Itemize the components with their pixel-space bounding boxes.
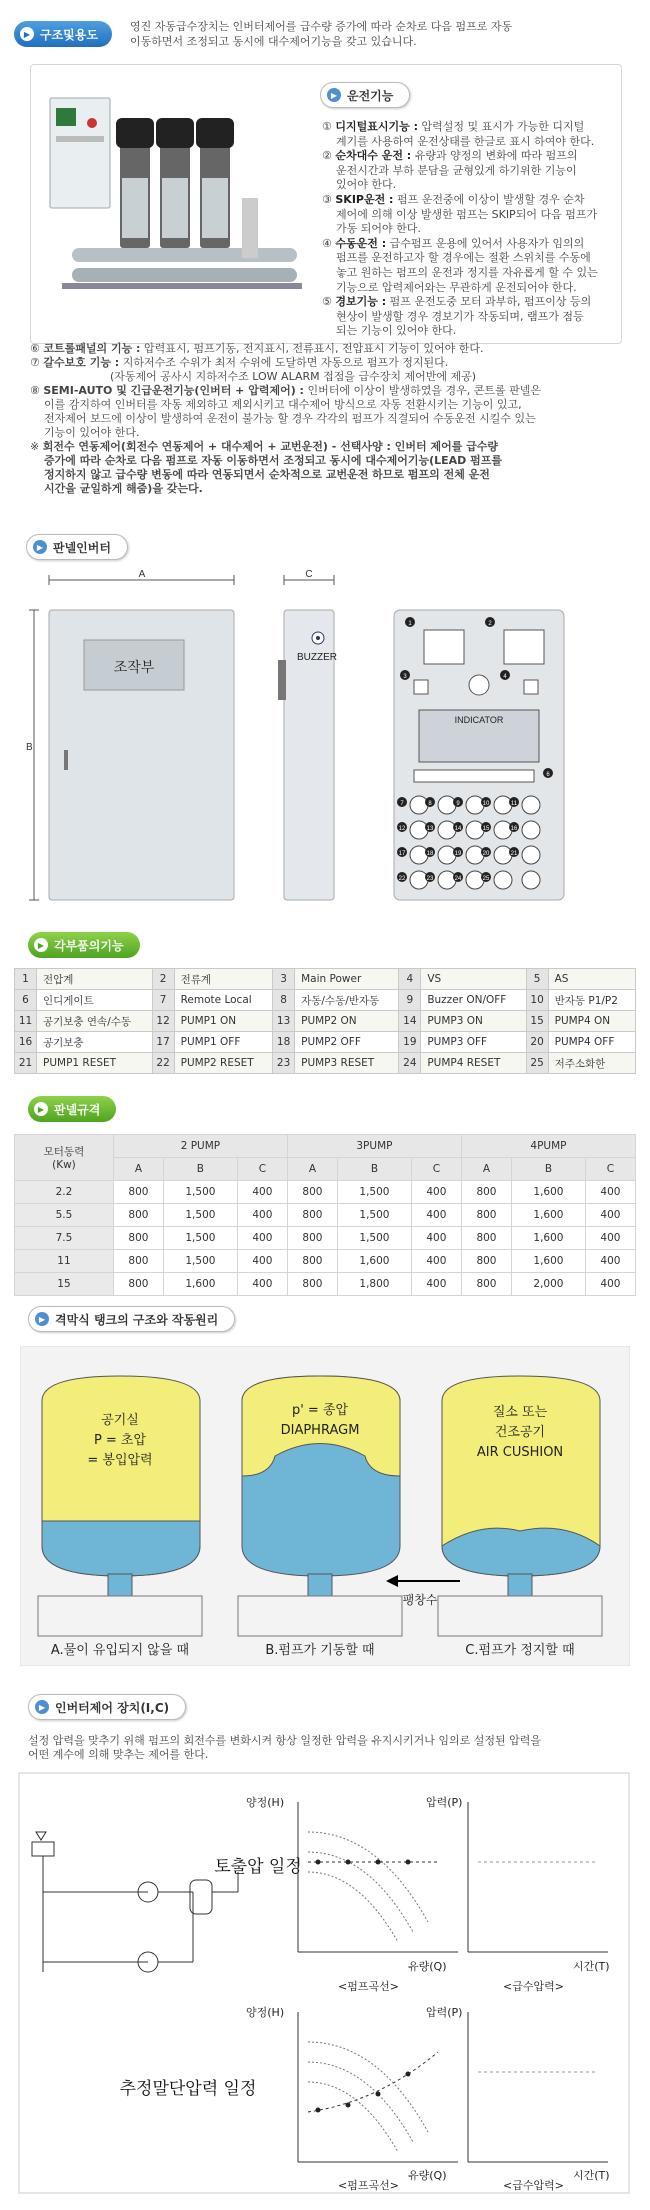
spec-value: 400 [237, 1204, 287, 1227]
tank-c-line-1: 질소 또는 [492, 1405, 548, 1420]
play-icon: ▶ [34, 938, 48, 952]
parts-header [28, 932, 140, 958]
y-pressure-bottom: 압력(P) [426, 2006, 463, 2019]
operation-text: 펌프 운전도중 모터 과부하, 펌프이상 등의 [389, 295, 592, 309]
operation-line [322, 149, 622, 164]
section-title-pill [14, 21, 112, 47]
dim-a: A [138, 570, 146, 580]
part-function: Main Power [295, 969, 399, 990]
part-number: 13 [273, 1011, 295, 1032]
operation-line [322, 237, 622, 252]
operation-list [322, 120, 622, 339]
part-function: 공기보충 [37, 1032, 153, 1053]
part-function: PUMP2 RESET [174, 1053, 273, 1074]
motor-label: 모터동력 [43, 1146, 85, 1158]
operation-number: ⑤ [322, 295, 332, 309]
note-line [30, 342, 625, 356]
parts-row [15, 969, 636, 990]
spec-value: 2,000 [512, 1273, 586, 1296]
callout-number: 22 [398, 876, 406, 882]
callout-number: 10 [482, 801, 490, 807]
callout-number: 24 [454, 876, 462, 882]
note-text: 이를 감지하여 인버터를 자동 제외하고 제외시키고 대수제어 방식으로 자동 전환시키는 기능이 있고, [44, 398, 522, 411]
part-function: PUMP3 OFF [421, 1032, 526, 1053]
dim-b: B [26, 742, 33, 753]
diaphragm-tank-diagram [20, 1346, 630, 1666]
spec-value: 400 [237, 1181, 287, 1204]
spec-value: 800 [287, 1250, 337, 1273]
spec-value: 800 [113, 1227, 163, 1250]
spec-value: 800 [461, 1250, 511, 1273]
part-function: PUMP4 RESET [421, 1053, 526, 1074]
part-number: 19 [399, 1032, 421, 1053]
spec-header [28, 1096, 116, 1122]
part-number: 14 [399, 1011, 421, 1032]
note-text: 압력표시, 펌프기동, 전지표시, 전류표시, 전압표시 기능이 있어야 한다. [143, 342, 484, 355]
booster-pump-photo [42, 78, 312, 298]
spec-value: 1,600 [163, 1273, 237, 1296]
note-name: 시간을 균일하게 해줌)을 갖는다. [44, 482, 203, 495]
parts-title: 각부품의기능 [54, 938, 124, 953]
indicator-label: INDICATOR [454, 715, 504, 725]
dimension-header: B [163, 1158, 237, 1181]
pump-group-header: 3PUMP [287, 1135, 461, 1158]
spec-row [15, 1250, 636, 1273]
spec-title-pill [28, 1096, 116, 1122]
part-number: 4 [399, 969, 421, 990]
part-number: 3 [273, 969, 295, 990]
spec-value: 1,600 [512, 1250, 586, 1273]
note-text: 인버터에 이상이 발생하였을 경우, 콘트롤 판넬은 [307, 384, 541, 397]
tank-b-line-1: p' = 종압 [291, 1403, 349, 1418]
pump-group-header: 4PUMP [461, 1135, 635, 1158]
note-name: SEMI-AUTO 및 긴급운전기능(인버터 + 압력제어) : [43, 384, 304, 397]
part-number: 10 [526, 990, 548, 1011]
operation-line [322, 251, 622, 266]
callout-number: 25 [482, 876, 490, 882]
callout-number: 9 [456, 801, 460, 807]
operation-line [322, 310, 622, 325]
callout-number: 2 [488, 621, 492, 627]
note-name: 증가에 따라 순차로 다음 펌프로 자동 이동하면서 조정되고 동시에 대수제어기능(LEAD 펌프를 [44, 454, 503, 467]
operation-name: 경보기능 : [335, 295, 387, 309]
note-number: ※ [30, 440, 40, 453]
callout-number: 14 [454, 826, 462, 832]
callout-number: 20 [482, 851, 490, 857]
panel-title: 판넬인버터 [53, 540, 111, 555]
spec-value: 800 [287, 1181, 337, 1204]
part-function: Buzzer ON/OFF [421, 990, 526, 1011]
note-line [30, 440, 625, 454]
part-function: 공기보충 연속/수동 [37, 1011, 153, 1032]
part-number: 12 [152, 1011, 174, 1032]
panel-drawing [14, 570, 636, 920]
spec-table [14, 1134, 636, 1296]
part-number: 21 [15, 1053, 37, 1074]
motor-power: 2.2 [15, 1181, 114, 1204]
part-number: 1 [15, 969, 37, 990]
intro-line-2: 이동하면서 조정되고 동시에 대수제어기능을 갖고 있습니다. [129, 35, 417, 48]
spec-value: 1,500 [337, 1181, 411, 1204]
motor-power: 7.5 [15, 1227, 114, 1250]
note-line [30, 398, 625, 412]
spec-value: 1,600 [512, 1227, 586, 1250]
cap-pump-top: <펌프곡선> [338, 1980, 399, 1993]
spec-value: 800 [287, 1273, 337, 1296]
spec-value: 1,500 [337, 1227, 411, 1250]
note-name: 회전수 연동제어(회전수 연동제어 + 대수제어 + 교번운전) - 선택사양 : 인버터 제어를 급수량 [42, 440, 499, 453]
section-header-structure [14, 14, 636, 54]
spec-value: 400 [237, 1227, 287, 1250]
notes-list [30, 342, 625, 496]
tank-header [28, 1306, 235, 1332]
part-function: 저주소화한 [548, 1053, 635, 1074]
spec-value: 400 [411, 1181, 461, 1204]
spec-value: 800 [113, 1273, 163, 1296]
dimension-header: A [461, 1158, 511, 1181]
tank-title-pill [28, 1306, 235, 1332]
spec-value: 1,600 [512, 1204, 586, 1227]
note-line [30, 482, 625, 496]
part-function: PUMP4 ON [548, 1011, 635, 1032]
operation-text: 기능으로 압력제어와는 무관하게 운전되어야 한다. [336, 280, 577, 294]
operation-number: ③ [322, 192, 332, 206]
operation-text: 되는 기능이 있어야 한다. [336, 324, 457, 338]
parts-row [15, 1032, 636, 1053]
spec-value: 400 [411, 1250, 461, 1273]
tank-caption-a: A.물이 유입되지 않을 때 [50, 1643, 190, 1658]
note-number: ⑥ [30, 342, 40, 355]
part-function: PUMP2 OFF [295, 1032, 399, 1053]
tank-a-line-3: = 봉입압력 [87, 1453, 153, 1468]
note-line [30, 412, 625, 426]
spec-value: 400 [237, 1250, 287, 1273]
inverter-description [28, 1734, 628, 1762]
part-number: 17 [152, 1032, 174, 1053]
tank-c-line-2: 건조공기 [494, 1425, 546, 1440]
spec-row [15, 1181, 636, 1204]
x-time-top: 시간(T) [573, 1960, 610, 1973]
label-constant-end: 추정말단압력 일정 [119, 2079, 257, 2099]
spec-value: 400 [237, 1273, 287, 1296]
part-number: 8 [273, 990, 295, 1011]
operation-line [322, 193, 622, 208]
spec-value: 1,500 [163, 1204, 237, 1227]
part-function: 반자동 P1/P2 [548, 990, 635, 1011]
part-number: 5 [526, 969, 548, 990]
part-number: 6 [15, 990, 37, 1011]
parts-row [15, 1011, 636, 1032]
note-line [30, 468, 625, 482]
operation-line [322, 295, 622, 310]
play-icon: ▶ [327, 88, 341, 102]
part-function: Remote Local [174, 990, 273, 1011]
callout-number: 13 [426, 826, 434, 832]
operation-name: 수동운전 : [335, 236, 387, 250]
operation-text: 펌프 운전중에 이상이 발생할 경우 순차 [396, 192, 585, 206]
operation-title-pill [320, 82, 410, 108]
part-function: PUMP2 ON [295, 1011, 399, 1032]
spec-row [15, 1227, 636, 1250]
intro-line-1: 영진 자동급수장치는 인버터제어를 급수량 증가에 따라 순차로 다음 펌프로 자동 [129, 20, 513, 33]
spec-value: 1,500 [337, 1204, 411, 1227]
part-number: 24 [399, 1053, 421, 1074]
tank-title: 격막식 탱크의 구조와 작동원리 [55, 1312, 219, 1327]
inverter-desc-2: 어떤 계수에 의해 맞추는 제어를 한다. [28, 1748, 209, 1761]
operation-text: 현상이 발생할 경우 경보기가 작동되며, 램프가 점등 [336, 309, 584, 323]
part-function: PUMP1 RESET [37, 1053, 153, 1074]
part-function: PUMP4 OFF [548, 1032, 635, 1053]
spec-value: 400 [411, 1204, 461, 1227]
parts-table [14, 968, 636, 1074]
part-function: VS [421, 969, 526, 990]
operation-line [322, 120, 622, 135]
part-number: 25 [526, 1053, 548, 1074]
note-line [30, 384, 625, 398]
part-number: 11 [15, 1011, 37, 1032]
callout-number: 21 [510, 851, 518, 857]
operation-header [320, 82, 410, 108]
spec-row [15, 1273, 636, 1296]
spec-value: 1,600 [512, 1181, 586, 1204]
spec-value: 1,500 [163, 1250, 237, 1273]
note-name: 갈수보호 기능 : [43, 356, 120, 369]
spec-value: 800 [461, 1227, 511, 1250]
spec-value: 800 [113, 1250, 163, 1273]
operation-line [322, 208, 622, 223]
operation-text: 제어에 의해 이상 발생한 펌프는 SKIP되어 다음 펌프가 [336, 207, 598, 221]
operation-line [322, 324, 622, 339]
section-title: 구조및용도 [40, 27, 98, 42]
spec-value: 800 [113, 1204, 163, 1227]
callout-number: 8 [428, 801, 432, 807]
x-flow-top: 유량(Q) [408, 1960, 447, 1973]
part-number: 20 [526, 1032, 548, 1053]
operation-line [322, 266, 622, 281]
y-head-top: 양정(H) [246, 1796, 285, 1809]
parts-row [15, 990, 636, 1011]
operation-line [322, 135, 622, 150]
spec-value: 400 [585, 1204, 635, 1227]
spec-value: 1,500 [163, 1227, 237, 1250]
part-function: PUMP1 ON [174, 1011, 273, 1032]
play-icon: ▶ [33, 540, 47, 554]
part-function: 인디게이트 [37, 990, 153, 1011]
motor-header [15, 1135, 114, 1181]
buzzer-label: BUZZER [297, 652, 337, 663]
operation-text: 있어야 한다. [336, 178, 397, 192]
note-line [30, 454, 625, 468]
motor-power: 11 [15, 1250, 114, 1273]
callout-number: 11 [510, 801, 518, 807]
operation-line [322, 281, 622, 296]
part-number: 2 [152, 969, 174, 990]
callout-number: 1 [408, 621, 412, 627]
note-name: 코트롤패널의 기능 : [43, 342, 141, 355]
operation-text: 놓고 원하는 펌프의 운전과 정지를 자유롭게 할 수 있는 [336, 265, 598, 279]
tank-b-line-2: DIAPHRAGM [280, 1423, 360, 1438]
operation-title: 운전기능 [347, 88, 394, 103]
part-function: 전압계 [37, 969, 153, 990]
callout-number: 3 [403, 674, 407, 680]
spec-value: 1,800 [337, 1273, 411, 1296]
panel-header [26, 534, 128, 560]
operation-text: 운전시간과 부하 분담을 균형있게 하기위한 기능이 [336, 163, 577, 177]
callout-number: 16 [510, 826, 518, 832]
callout-number: 17 [398, 851, 406, 857]
control-label: 조작부 [113, 660, 155, 676]
dimension-header: B [512, 1158, 586, 1181]
part-function: PUMP3 RESET [295, 1053, 399, 1074]
callout-number: 18 [426, 851, 434, 857]
operation-text: 펌프를 운전하고자 할 경우에는 절환 스위치를 수동에 [336, 251, 591, 265]
panel-title-pill [26, 534, 128, 560]
spec-value: 800 [461, 1273, 511, 1296]
dimension-header: A [113, 1158, 163, 1181]
spec-value: 400 [411, 1227, 461, 1250]
spec-value: 800 [461, 1181, 511, 1204]
expansion-label: 팽창수 [402, 1593, 438, 1607]
cap-supply-top: <급수압력> [503, 1980, 564, 1993]
spec-value: 800 [287, 1227, 337, 1250]
spec-value: 400 [585, 1250, 635, 1273]
spec-row [15, 1204, 636, 1227]
parts-title-pill [28, 932, 140, 958]
motor-unit: (Kw) [52, 1159, 76, 1171]
dimension-header: B [337, 1158, 411, 1181]
spec-value: 1,500 [163, 1181, 237, 1204]
motor-power: 15 [15, 1273, 114, 1296]
operation-text: 가동 되어야 한다. [336, 222, 421, 236]
spec-value: 800 [287, 1204, 337, 1227]
operation-number: ② [322, 149, 332, 163]
cap-supply-bottom: <급수압력> [503, 2179, 564, 2192]
tank-a-line-2: P = 초압 [93, 1433, 147, 1448]
parts-row [15, 1053, 636, 1074]
inverter-chart [18, 1772, 630, 2194]
spec-header-row [15, 1135, 636, 1158]
spec-value: 400 [585, 1227, 635, 1250]
part-number: 15 [526, 1011, 548, 1032]
dim-c: C [305, 570, 313, 580]
inverter-header [28, 1694, 186, 1720]
operation-name: SKIP운전 : [335, 192, 394, 206]
operation-text: 계기를 사용하여 운전상태를 한글로 표시 하여야 한다. [336, 134, 595, 148]
spec-title: 판넬규격 [54, 1102, 101, 1117]
note-text: (자동제어 공사시 지하저수조 LOW ALARM 접점을 급수장치 제어반에 제공) [110, 370, 477, 383]
part-number: 7 [152, 990, 174, 1011]
note-name: 정지하지 않고 급수량 변동에 따라 연동되면서 순차적으로 교번운전 하므로 펌프의 전체 운전 [44, 468, 490, 481]
inverter-desc-1: 설정 압력을 맞추기 위해 펌프의 회전수를 변화시켜 항상 일정한 압력을 유지시키거나 임의로 설정된 압력을 [28, 1734, 541, 1747]
part-number: 22 [152, 1053, 174, 1074]
dimension-header: C [237, 1158, 287, 1181]
tank-caption-c: C.펌프가 정지할 때 [465, 1643, 575, 1658]
tank-a-line-1: 공기실 [101, 1413, 139, 1428]
dimension-header: A [287, 1158, 337, 1181]
callout-number: 7 [400, 801, 404, 807]
operation-name: 디지털표시기능 : [335, 120, 418, 133]
tank-caption-b: B.펌프가 기동할 때 [265, 1643, 375, 1658]
part-number: 16 [15, 1032, 37, 1053]
motor-power: 5.5 [15, 1204, 114, 1227]
x-time-bottom: 시간(T) [573, 2169, 610, 2182]
inverter-title: 인버터제어 장치(I,C) [55, 1700, 170, 1715]
spec-value: 1,600 [337, 1250, 411, 1273]
note-text: 전자제어 보드에 이상이 발생하여 운전이 불가능 할 경우 각각의 펌프가 직결되어 수동운전 시킬수 있는 [44, 412, 536, 425]
part-number: 18 [273, 1032, 295, 1053]
play-icon: ▶ [35, 1312, 49, 1326]
y-head-bottom: 양정(H) [246, 2006, 285, 2019]
cap-pump-bottom: <펌프곡선> [338, 2179, 399, 2192]
operation-text: 압력설정 및 표시가 가능한 디지털 [421, 120, 585, 133]
callout-number: 15 [482, 826, 490, 832]
part-function: AS [548, 969, 635, 990]
x-flow-bottom: 유량(Q) [408, 2169, 447, 2182]
tank-c-line-3: AIR CUSHION [476, 1445, 564, 1460]
operation-line [322, 164, 622, 179]
part-function: 자동/수동/반자동 [295, 990, 399, 1011]
dimension-header: C [585, 1158, 635, 1181]
spec-value: 800 [461, 1204, 511, 1227]
operation-line [322, 178, 622, 193]
pump-group-header: 2 PUMP [113, 1135, 287, 1158]
dimension-header: C [411, 1158, 461, 1181]
note-number: ⑦ [30, 356, 40, 369]
play-icon: ▶ [34, 1102, 48, 1116]
operation-number: ④ [322, 236, 332, 250]
intro-text [130, 19, 512, 49]
spec-value: 400 [411, 1273, 461, 1296]
note-line [30, 356, 625, 370]
callout-number: 23 [426, 876, 434, 882]
spec-value: 800 [113, 1181, 163, 1204]
operation-text: 급수펌프 운용에 있어서 사용자가 임의의 [389, 236, 585, 250]
note-line [30, 370, 625, 384]
play-icon: ▶ [35, 1700, 49, 1714]
y-pressure-top: 압력(P) [426, 1796, 463, 1809]
part-function: PUMP1 OFF [174, 1032, 273, 1053]
note-number: ⑧ [30, 384, 40, 397]
play-icon: ▶ [20, 27, 34, 41]
callout-number: 4 [503, 674, 507, 680]
spec-value: 400 [585, 1181, 635, 1204]
part-function: PUMP3 ON [421, 1011, 526, 1032]
callout-number: 19 [454, 851, 462, 857]
callout-number: 12 [398, 826, 406, 832]
part-number: 23 [273, 1053, 295, 1074]
part-number: 9 [399, 990, 421, 1011]
operation-number: ① [322, 120, 332, 133]
operation-line [322, 222, 622, 237]
inverter-title-pill [28, 1694, 186, 1720]
note-text: 지하저수조 수위가 최저 수위에 도달하면 자동으로 펌프가 정지된다. [122, 356, 449, 369]
label-constant-discharge: 토출압 일정 [214, 1857, 302, 1877]
part-function: 전류계 [174, 969, 273, 990]
operation-text: 유량과 양정의 변화에 따라 펌프의 [414, 149, 578, 163]
spec-value: 400 [585, 1273, 635, 1296]
note-line [30, 426, 625, 440]
note-text: 기능이 있어야 한다. [44, 426, 140, 439]
callout-number: 6 [546, 772, 550, 778]
operation-name: 순차대수 운전 : [335, 149, 412, 163]
